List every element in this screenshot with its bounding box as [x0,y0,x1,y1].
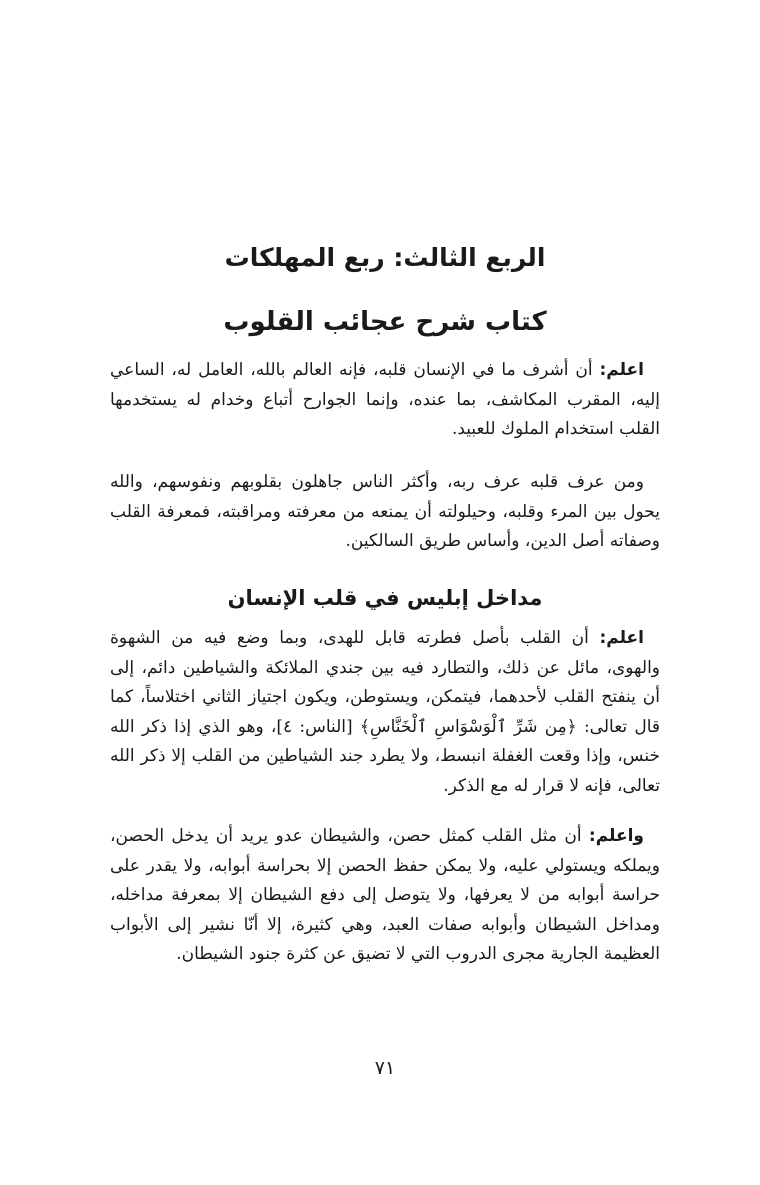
quran-quote: ﴿مِن شَرِّ ٱلْوَسْوَاسِ ٱلْخَنَّاسِ﴾ [359,716,577,737]
paragraph-text: أن مثل القلب كمثل حصن، والشيطان عدو يريد أن يدخل الحصن، ويملكه ويستولي عليه، ولا يمكن حفظ الحصن إلا بحراسة أبوابه، ولا يقدر على حراسة أبوابه من لا يعرفها، ولا يتوصل إلى دفع الشيطان إلا بمعرفة مداخله، ومداخل الشيطان وأبوابه صفات العبد، وهي كثيرة، إلا أنّا نشير إلى الأبواب العظيمة الجارية مجرى الدروب التي لا تضيق عن كثرة جنود الشيطان. [110,826,660,964]
paragraph-text: [الناس: ٤]، وهو الذي إذا ذكر الله خنس، وإذا وقعت الغفلة انبسط، ولا يطرد جند الشياطين من القلب إلا ذكر الله تعالى، فإنه لا قرار له مع الذكر. [110,716,660,796]
part-title: الربع الثالث: ربع المهلكات [224,243,546,272]
section-title: مداخل إبليس في قلب الإنسان [227,586,543,610]
paragraph-text: أن القلب بأصل فطرته قابل للهدى، وبما وضع فيه من الشهوة والهوى، مائل عن ذلك، والتطارد فيه بين جندي الملائكة والشياطين دائم، إلى أن ينفتح القلب لأحدهما، فيتمكن، ويستوطن، ويكون اجتياز الثاني اختلاساً، كما قال تعالى: [110,628,661,737]
paragraph-3 [110,624,660,801]
paragraph-lead: اعلم: [599,360,644,380]
paragraph-1 [110,356,660,445]
paragraph-text: أن أشرف ما في الإنسان قلبه، فإنه العالم بالله، العامل له، الساعي إليه، المقرب المكاشف، بما عنده، وإنما الجوارح أتباع وخدام له يستخدمها القلب استخدام الملوك للعبيد. [110,360,660,439]
page-number: ٧١ [374,1057,396,1079]
paragraph-lead: اعلم: [599,628,644,648]
book-page [110,0,660,1185]
paragraph-2 [110,468,660,557]
book-title: كتاب شرح عجائب القلوب [223,307,547,337]
paragraph-lead: واعلم: [588,826,644,846]
paragraph-4 [110,822,660,970]
paragraph-text: ومن عرف قلبه عرف ربه، وأكثر الناس جاهلون بقلوبهم ونفوسهم، والله يحول بين المرء وقلبه، وحيلولته أن يمنعه من معرفته ومراقبته، فمعرفة القلب وصفاته أصل الدين، وأساس طريق السالكين. [110,472,660,551]
